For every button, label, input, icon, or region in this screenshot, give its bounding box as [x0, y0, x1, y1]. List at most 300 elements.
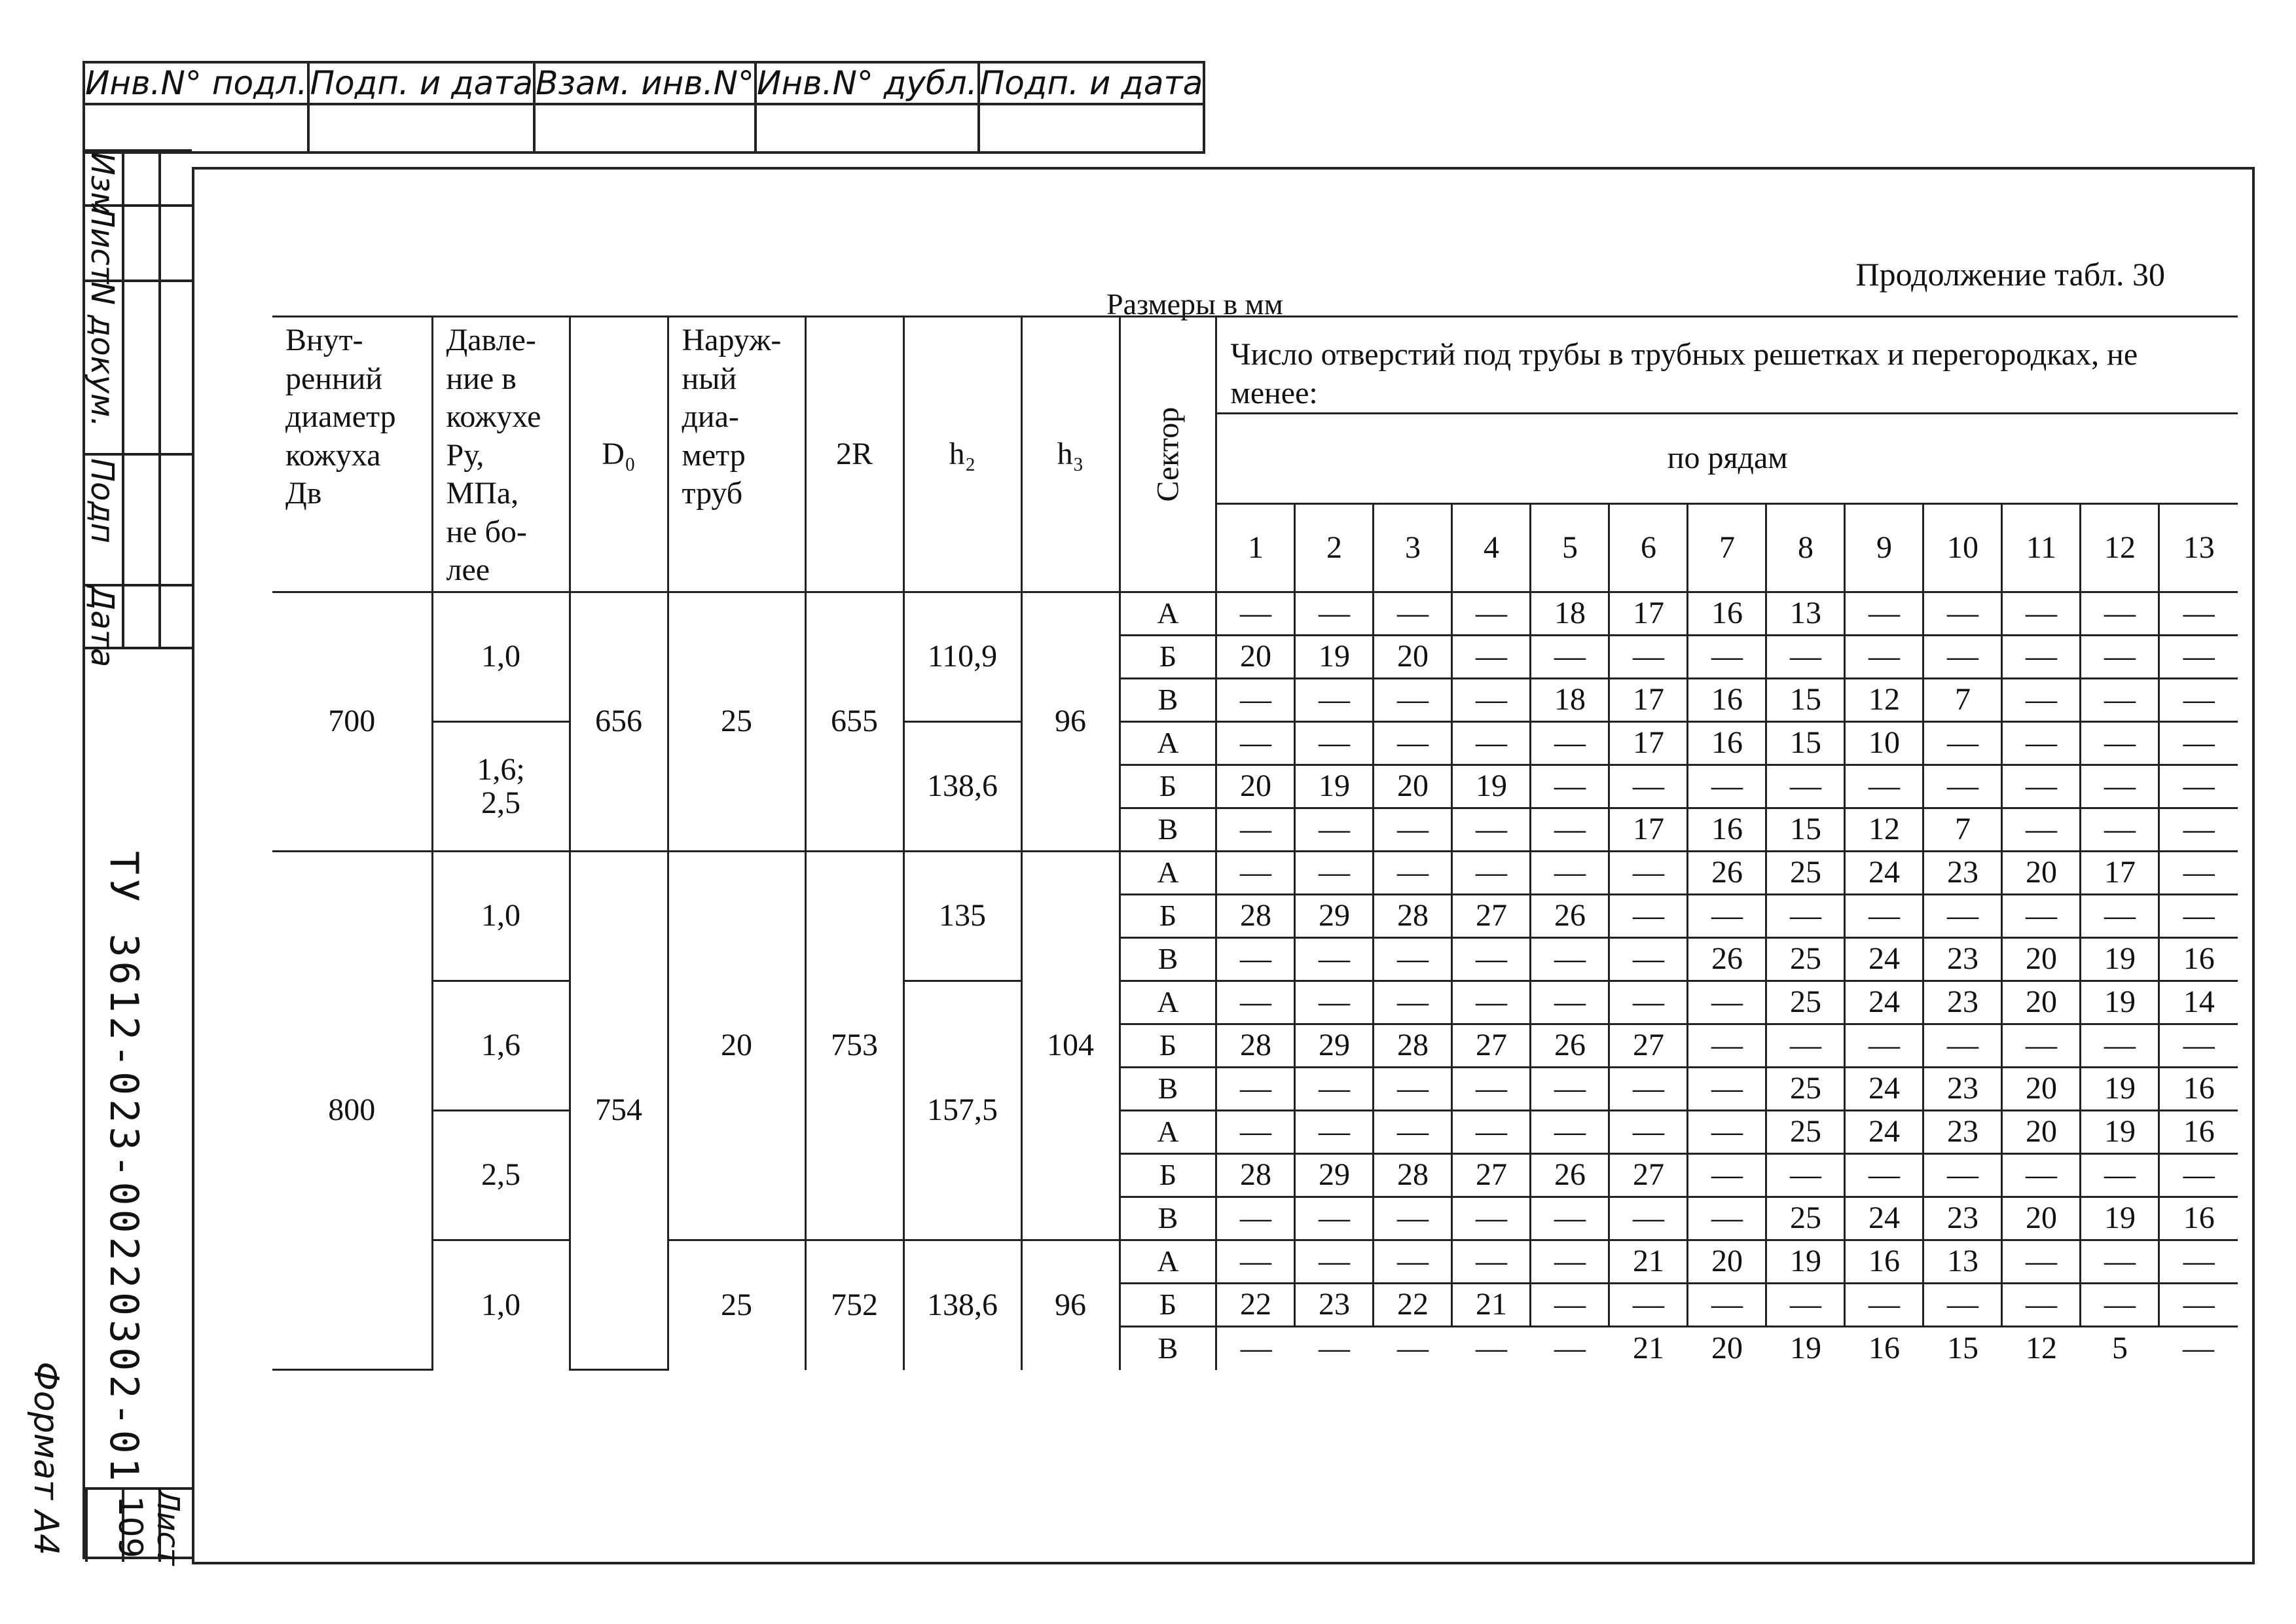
value-cell: — — [1609, 852, 1688, 895]
value-cell: — — [2002, 1024, 2081, 1068]
value-cell: — — [1531, 938, 1609, 981]
stamp-label-n-dokum: N докум. — [84, 281, 120, 427]
value-cell: 20 — [2002, 981, 2081, 1024]
h2-110-9: 110,9 — [903, 592, 1021, 722]
stamp-header-inv-dubl: Инв.N° дубл. — [756, 62, 979, 104]
value-cell: 27 — [1609, 1024, 1688, 1068]
value-cell: — — [2081, 679, 2159, 722]
value-cell: — — [2159, 765, 2238, 808]
value-cell: — — [1531, 1327, 1609, 1370]
header-d0: D₀ — [570, 317, 668, 592]
top-stamp — [82, 61, 1203, 154]
sector-cell: В — [1120, 679, 1216, 722]
value-cell: — — [1531, 1197, 1609, 1240]
value-cell: 20 — [2002, 938, 2081, 981]
format-label: Формат А4 — [26, 1362, 65, 1556]
value-cell: — — [2081, 1284, 2159, 1327]
value-cell: — — [1609, 1111, 1688, 1154]
value-cell: 7 — [1923, 679, 2002, 722]
value-cell: — — [1531, 636, 1609, 679]
value-cell: 22 — [1374, 1284, 1452, 1327]
stamp-cell — [756, 104, 979, 153]
value-cell: 19 — [2081, 1197, 2159, 1240]
value-cell: 24 — [1845, 852, 1923, 895]
value-cell: 5 — [2081, 1327, 2159, 1370]
table-caption: Продолжение табл. 30 — [1855, 256, 2165, 293]
value-cell: 20 — [1374, 765, 1452, 808]
value-cell: 25 — [1766, 1197, 1845, 1240]
value-cell: — — [2081, 1024, 2159, 1068]
row-number-7: 7 — [1688, 504, 1766, 592]
row-number-6: 6 — [1609, 504, 1688, 592]
value-cell: — — [1609, 1197, 1688, 1240]
value-cell: — — [1609, 765, 1688, 808]
value-cell: 24 — [1845, 1111, 1923, 1154]
value-cell: — — [1452, 852, 1531, 895]
header-outer-diameter: Наруж- ный диа- метр труб — [668, 317, 805, 592]
value-cell: — — [1609, 938, 1688, 981]
value-cell: 16 — [1845, 1240, 1923, 1284]
value-cell: 20 — [2002, 1197, 2081, 1240]
value-cell: 17 — [1609, 722, 1688, 765]
value-cell: 26 — [1531, 1024, 1609, 1068]
value-cell: 16 — [2159, 1111, 2238, 1154]
value-cell: — — [1216, 1068, 1295, 1111]
value-cell: — — [1688, 1068, 1766, 1111]
value-cell: — — [1531, 765, 1609, 808]
value-cell: — — [1531, 1240, 1609, 1284]
value-cell: — — [2002, 1154, 2081, 1197]
value-cell: 25 — [1766, 852, 1845, 895]
value-cell: — — [2159, 679, 2238, 722]
value-cell: — — [1452, 592, 1531, 636]
value-cell: — — [1766, 895, 1845, 938]
value-cell: — — [1295, 722, 1374, 765]
value-cell: 20 — [2002, 1068, 2081, 1111]
value-cell: — — [1216, 592, 1295, 636]
value-cell: 15 — [1923, 1327, 2002, 1370]
stamp-cell — [84, 104, 308, 153]
value-cell: — — [1216, 1240, 1295, 1284]
value-cell: — — [2002, 636, 2081, 679]
sector-cell: Б — [1120, 765, 1216, 808]
stamp-header-vzam-inv: Взам. инв.N° — [534, 62, 756, 104]
value-cell: — — [1374, 981, 1452, 1024]
value-cell: — — [2081, 636, 2159, 679]
sheet-label: Лист — [151, 1489, 186, 1566]
value-cell: — — [1688, 981, 1766, 1024]
row-number-5: 5 — [1531, 504, 1609, 592]
value-cell: — — [1374, 592, 1452, 636]
value-cell: 25 — [1766, 981, 1845, 1024]
value-cell: — — [1923, 895, 2002, 938]
h3-104: 104 — [1021, 852, 1120, 1240]
header-by-rows: по рядам — [1216, 414, 2238, 504]
sector-cell: В — [1120, 1327, 1216, 1370]
value-cell: 17 — [1609, 592, 1688, 636]
value-cell: 20 — [2002, 1111, 2081, 1154]
sector-cell: Б — [1120, 636, 1216, 679]
value-cell: 17 — [2081, 852, 2159, 895]
value-cell: 19 — [1766, 1240, 1845, 1284]
value-cell: — — [1374, 1068, 1452, 1111]
value-cell: — — [2159, 722, 2238, 765]
value-cell: — — [1766, 765, 1845, 808]
value-cell: 24 — [1845, 938, 1923, 981]
value-cell: 29 — [1295, 895, 1374, 938]
value-cell: — — [1295, 679, 1374, 722]
value-cell: — — [1374, 1240, 1452, 1284]
value-cell: — — [1374, 808, 1452, 852]
row-number-13: 13 — [2159, 504, 2238, 592]
value-cell: — — [2002, 592, 2081, 636]
value-cell: — — [1452, 1197, 1531, 1240]
value-cell: — — [1845, 895, 1923, 938]
value-cell: — — [1295, 1240, 1374, 1284]
stamp-cell — [534, 104, 756, 153]
value-cell: — — [2002, 1284, 2081, 1327]
d0-656: 656 — [570, 592, 668, 852]
value-cell: 28 — [1216, 895, 1295, 938]
value-cell: — — [2081, 1240, 2159, 1284]
header-holes-count: Число отверстий под трубы в трубных решетках и перегородках, не менее: — [1216, 317, 2238, 414]
value-cell: 19 — [2081, 981, 2159, 1024]
row-number-11: 11 — [2002, 504, 2081, 592]
value-cell: — — [1374, 679, 1452, 722]
value-cell: — — [1766, 1024, 1845, 1068]
value-cell: — — [1452, 938, 1531, 981]
value-cell: — — [1452, 808, 1531, 852]
value-cell: — — [2159, 592, 2238, 636]
units-note: Размеры в мм — [1106, 287, 1283, 321]
h2-135: 135 — [903, 852, 1021, 981]
value-cell: 27 — [1609, 1154, 1688, 1197]
value-cell: 20 — [1688, 1327, 1766, 1370]
value-cell: — — [2159, 1327, 2238, 1370]
value-cell: — — [1609, 1068, 1688, 1111]
value-cell: 27 — [1452, 895, 1531, 938]
sector-cell: В — [1120, 938, 1216, 981]
value-cell: — — [2081, 765, 2159, 808]
r2-753: 753 — [805, 852, 903, 1240]
value-cell: 20 — [1216, 765, 1295, 808]
value-cell: 16 — [2159, 938, 2238, 981]
value-cell: — — [1766, 1154, 1845, 1197]
value-cell: — — [1295, 592, 1374, 636]
document-number: ТУ 3612-023-00220302-01 — [101, 851, 147, 1485]
value-cell: 19 — [1295, 765, 1374, 808]
r2-752: 752 — [805, 1240, 903, 1370]
value-cell: 27 — [1452, 1024, 1531, 1068]
value-cell: — — [1688, 1284, 1766, 1327]
sector-cell: А — [1120, 1111, 1216, 1154]
value-cell: — — [1766, 636, 1845, 679]
value-cell: 23 — [1923, 852, 2002, 895]
value-cell: 28 — [1216, 1024, 1295, 1068]
value-cell: — — [1923, 592, 2002, 636]
value-cell: 28 — [1216, 1154, 1295, 1197]
stamp-header-podp-data: Подп. и дата — [308, 62, 534, 104]
row-number-9: 9 — [1845, 504, 1923, 592]
dn-25: 25 — [668, 592, 805, 852]
value-cell: 15 — [1766, 679, 1845, 722]
value-cell: 22 — [1216, 1284, 1295, 1327]
value-cell: 23 — [1923, 1197, 2002, 1240]
value-cell: 19 — [1452, 765, 1531, 808]
sector-cell: Б — [1120, 1284, 1216, 1327]
stamp-label-list: Лист — [84, 204, 120, 284]
value-cell: 16 — [1688, 808, 1766, 852]
value-cell: — — [1845, 592, 1923, 636]
value-cell: — — [2159, 852, 2238, 895]
header-h2: h₂ — [903, 317, 1021, 592]
value-cell: — — [1845, 1284, 1923, 1327]
value-cell: — — [1295, 852, 1374, 895]
value-cell: 7 — [1923, 808, 2002, 852]
value-cell: 24 — [1845, 981, 1923, 1024]
value-cell: — — [2002, 722, 2081, 765]
value-cell: — — [2159, 1154, 2238, 1197]
stamp-cell — [308, 104, 534, 153]
dn-25: 25 — [668, 1240, 805, 1370]
value-cell: — — [1452, 679, 1531, 722]
value-cell: 29 — [1295, 1154, 1374, 1197]
dn-20: 20 — [668, 852, 805, 1240]
value-cell: 21 — [1609, 1327, 1688, 1370]
value-cell: 19 — [2081, 938, 2159, 981]
h2-157-5: 157,5 — [903, 981, 1021, 1240]
value-cell: — — [1609, 1284, 1688, 1327]
value-cell: 20 — [1688, 1240, 1766, 1284]
py-1-0: 1,0 — [432, 852, 570, 981]
sector-cell: А — [1120, 1240, 1216, 1284]
value-cell: 25 — [1766, 1111, 1845, 1154]
value-cell: 25 — [1766, 1068, 1845, 1111]
value-cell: — — [1923, 636, 2002, 679]
stamp-header-inv-podl: Инв.N° подл. — [84, 62, 308, 104]
value-cell: — — [1688, 1197, 1766, 1240]
value-cell: 26 — [1531, 895, 1609, 938]
py-2-5: 2,5 — [432, 1111, 570, 1240]
value-cell: — — [2159, 895, 2238, 938]
value-cell: — — [1452, 1068, 1531, 1111]
header-sector: Сектор — [1120, 317, 1216, 592]
sector-cell: Б — [1120, 1154, 1216, 1197]
value-cell: — — [2159, 1284, 2238, 1327]
value-cell: 13 — [1766, 592, 1845, 636]
row-number-1: 1 — [1216, 504, 1295, 592]
sector-cell: А — [1120, 722, 1216, 765]
value-cell: 16 — [1845, 1327, 1923, 1370]
value-cell: — — [1374, 1197, 1452, 1240]
value-cell: — — [2081, 592, 2159, 636]
value-cell: — — [1374, 938, 1452, 981]
value-cell: — — [1374, 722, 1452, 765]
value-cell: 19 — [1295, 636, 1374, 679]
value-cell: — — [1688, 765, 1766, 808]
value-cell: — — [1766, 1284, 1845, 1327]
value-cell: — — [1374, 1111, 1452, 1154]
value-cell: 25 — [1766, 938, 1845, 981]
value-cell: — — [1923, 1024, 2002, 1068]
value-cell: 16 — [2159, 1068, 2238, 1111]
value-cell: — — [1452, 1327, 1531, 1370]
py-1-0: 1,0 — [432, 592, 570, 722]
sector-cell: Б — [1120, 1024, 1216, 1068]
value-cell: — — [1845, 1024, 1923, 1068]
value-cell: — — [2002, 765, 2081, 808]
stamp-label-podp: Подп — [84, 458, 120, 544]
stamp-label-data: Дата — [84, 586, 120, 668]
value-cell: — — [1688, 1024, 1766, 1068]
value-cell: 16 — [1688, 679, 1766, 722]
value-cell: 21 — [1452, 1284, 1531, 1327]
value-cell: 12 — [1845, 679, 1923, 722]
value-cell: 13 — [1923, 1240, 2002, 1284]
value-cell: 10 — [1845, 722, 1923, 765]
value-cell: 17 — [1609, 808, 1688, 852]
value-cell: — — [1216, 1111, 1295, 1154]
sector-cell: В — [1120, 808, 1216, 852]
value-cell: — — [1452, 981, 1531, 1024]
value-cell: — — [1688, 895, 1766, 938]
r2-655: 655 — [805, 592, 903, 852]
value-cell: — — [2081, 722, 2159, 765]
value-cell: — — [1531, 722, 1609, 765]
value-cell: 23 — [1923, 1068, 2002, 1111]
value-cell: 12 — [1845, 808, 1923, 852]
value-cell: 27 — [1452, 1154, 1531, 1197]
row-number-10: 10 — [1923, 504, 2002, 592]
sheet-number: 109 — [111, 1496, 149, 1559]
value-cell: — — [1609, 981, 1688, 1024]
value-cell: — — [1923, 765, 2002, 808]
value-cell: 23 — [1923, 938, 2002, 981]
value-cell: — — [1295, 1197, 1374, 1240]
value-cell: 20 — [1374, 636, 1452, 679]
dv-700: 700 — [272, 592, 432, 852]
value-cell: — — [1295, 1327, 1374, 1370]
value-cell: 28 — [1374, 1154, 1452, 1197]
value-cell: — — [1295, 981, 1374, 1024]
value-cell: — — [1374, 852, 1452, 895]
value-cell: — — [1923, 1284, 2002, 1327]
value-cell: 23 — [1923, 981, 2002, 1024]
value-cell: 16 — [1688, 722, 1766, 765]
sector-cell: А — [1120, 592, 1216, 636]
header-2r: 2R — [805, 317, 903, 592]
value-cell: — — [2002, 895, 2081, 938]
value-cell: — — [1216, 722, 1295, 765]
value-cell: — — [1295, 808, 1374, 852]
value-cell: 15 — [1766, 808, 1845, 852]
stamp-cell — [979, 104, 1205, 153]
value-cell: — — [1374, 1327, 1452, 1370]
value-cell: — — [2002, 808, 2081, 852]
value-cell: 29 — [1295, 1024, 1374, 1068]
value-cell: — — [1531, 852, 1609, 895]
row-number-8: 8 — [1766, 504, 1845, 592]
row-number-2: 2 — [1295, 504, 1374, 592]
value-cell: 24 — [1845, 1068, 1923, 1111]
value-cell: — — [2002, 1240, 2081, 1284]
value-cell: — — [1295, 1068, 1374, 1111]
value-cell: 23 — [1295, 1284, 1374, 1327]
stamp-header-podp-data-2: Подп. и дата — [979, 62, 1205, 104]
py-1-0: 1,0 — [432, 1240, 570, 1370]
h2-138-6: 138,6 — [903, 722, 1021, 852]
sector-cell: А — [1120, 852, 1216, 895]
stamp-label-izm: Изм — [84, 152, 120, 216]
value-cell: — — [1531, 1068, 1609, 1111]
value-cell: — — [2159, 1024, 2238, 1068]
value-cell: 26 — [1531, 1154, 1609, 1197]
value-cell: — — [2081, 1154, 2159, 1197]
value-cell: — — [1923, 722, 2002, 765]
value-cell: — — [1845, 636, 1923, 679]
value-cell: — — [1216, 852, 1295, 895]
py-1-6: 1,6 — [432, 981, 570, 1111]
value-cell: 19 — [2081, 1068, 2159, 1111]
value-cell: — — [1216, 938, 1295, 981]
value-cell: — — [1216, 981, 1295, 1024]
header-inner-diameter: Внут- ренний диаметр кожуха Дв — [272, 317, 432, 592]
header-pressure: Давле- ние в кожухе Ру, МПа, не бо- лее — [432, 317, 570, 592]
value-cell: — — [1845, 765, 1923, 808]
value-cell: — — [1531, 808, 1609, 852]
value-cell: — — [1531, 981, 1609, 1024]
sector-cell: В — [1120, 1068, 1216, 1111]
value-cell: 17 — [1609, 679, 1688, 722]
value-cell: 12 — [2002, 1327, 2081, 1370]
value-cell: 26 — [1688, 852, 1766, 895]
value-cell: 16 — [1688, 592, 1766, 636]
value-cell: — — [1452, 722, 1531, 765]
row-number-12: 12 — [2081, 504, 2159, 592]
value-cell: — — [1531, 1111, 1609, 1154]
value-cell: 24 — [1845, 1197, 1923, 1240]
h3-96: 96 — [1021, 592, 1120, 852]
value-cell: 19 — [1766, 1327, 1845, 1370]
value-cell: 18 — [1531, 679, 1609, 722]
value-cell: 14 — [2159, 981, 2238, 1024]
value-cell: — — [1688, 1111, 1766, 1154]
value-cell: — — [1295, 938, 1374, 981]
value-cell: 28 — [1374, 1024, 1452, 1068]
value-cell: — — [2159, 1240, 2238, 1284]
value-cell: 16 — [2159, 1197, 2238, 1240]
value-cell: 15 — [1766, 722, 1845, 765]
row-number-3: 3 — [1374, 504, 1452, 592]
value-cell: 19 — [2081, 1111, 2159, 1154]
value-cell: — — [2081, 895, 2159, 938]
value-cell: 20 — [1216, 636, 1295, 679]
dv-800: 800 — [272, 852, 432, 1370]
h2-138-6: 138,6 — [903, 1240, 1021, 1370]
value-cell: — — [2159, 636, 2238, 679]
tube-holes-table — [272, 316, 2238, 1371]
sector-cell: Б — [1120, 895, 1216, 938]
value-cell: — — [1923, 1154, 2002, 1197]
value-cell: — — [1295, 1111, 1374, 1154]
value-cell: — — [1452, 1111, 1531, 1154]
value-cell: — — [1216, 679, 1295, 722]
value-cell: 18 — [1531, 592, 1609, 636]
h3-96: 96 — [1021, 1240, 1120, 1370]
sector-cell: А — [1120, 981, 1216, 1024]
value-cell: 23 — [1923, 1111, 2002, 1154]
value-cell: 26 — [1688, 938, 1766, 981]
